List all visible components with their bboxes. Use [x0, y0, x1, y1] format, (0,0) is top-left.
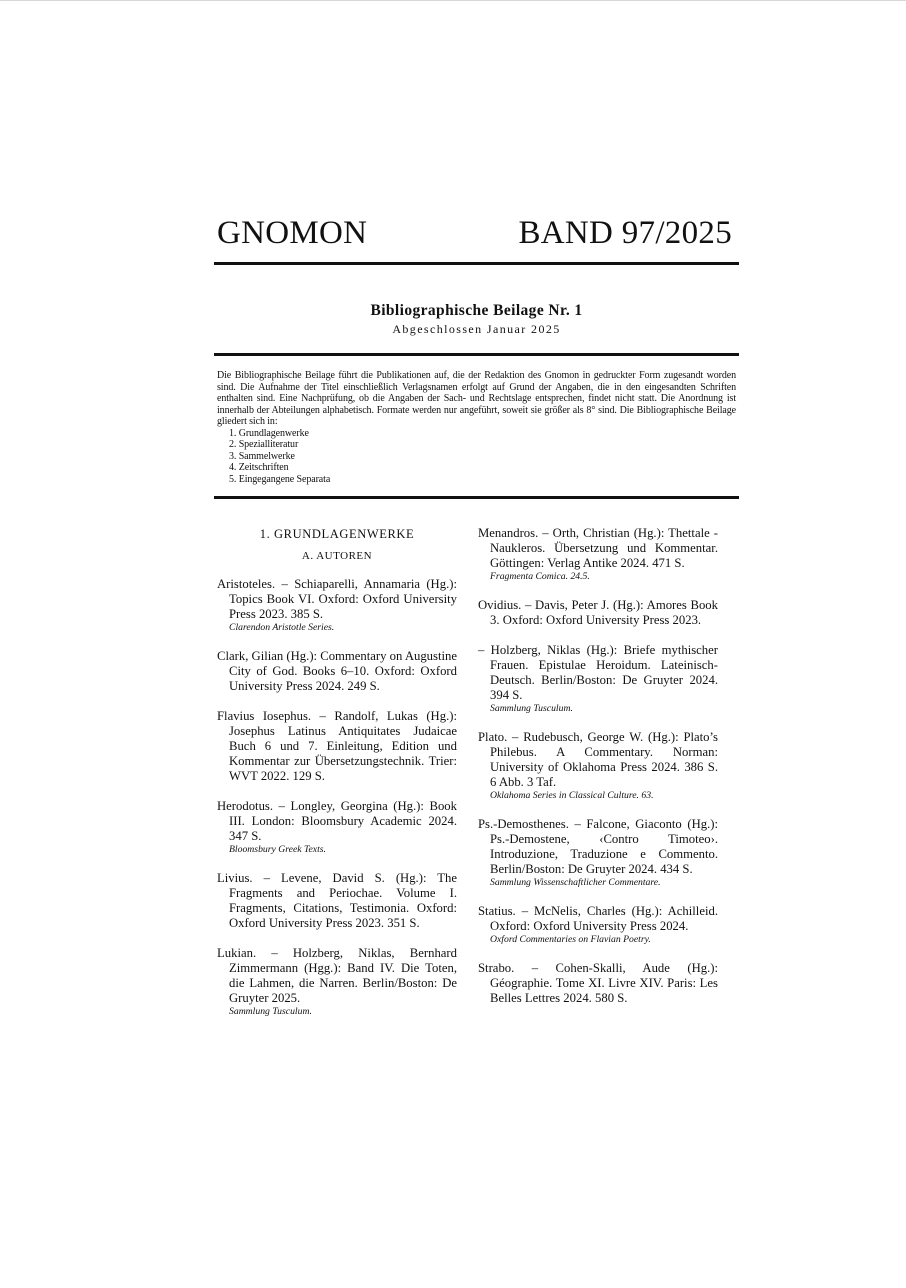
entry-text: Aristoteles. – Schiaparelli, Annamaria (Hg.): Topics Book VI. Oxford: Oxford University Press 2023. 385 S.	[217, 577, 457, 621]
entry-text: Strabo. – Cohen-Skalli, Aude (Hg.): Géographie. Tome XI. Livre XIV. Paris: Les Belles Lettres 2024. 580 S.	[478, 961, 718, 1005]
entry-text: Herodotus. – Longley, Georgina (Hg.): Book III. London: Bloomsbury Academic 2024. 347 S.	[217, 799, 457, 843]
entry-text: Lukian. – Holzberg, Niklas, Bernhard Zimmermann (Hgg.): Band IV. Die Toten, die Lahmen, die Narren. Berlin/Boston: De Gruyter 2025.	[217, 946, 457, 1005]
supplement-subtitle: Abgeschlossen Januar 2025	[392, 322, 561, 336]
intro-list-item: 3. Sammelwerke	[229, 450, 295, 462]
entry-text: Ovidius. – Davis, Peter J. (Hg.): Amores Book 3. Oxford: Oxford University Press 2023.	[478, 598, 718, 627]
bibliography-entry	[217, 799, 457, 856]
entry-series: Sammlung Wissenschaftlicher Commentare.	[490, 877, 661, 888]
journal-header	[214, 210, 739, 262]
entry-text: Clark, Gilian (Hg.): Commentary on Augustine City of God. Books 6–10. Oxford: Oxford University Press 2024. 249 S.	[217, 649, 457, 693]
intro-top-rule	[214, 353, 739, 356]
entry-text: Flavius Iosephus. – Randolf, Lukas (Hg.): Josephus Latinus Antiquitates Judaicae Buch 6 und 7. Einleitung, Edition und Kommentar zur Übersetzungstechnik. Trier: WVT 2022. 129 S.	[217, 709, 457, 783]
left-column	[217, 526, 457, 1033]
bibliography-entry	[217, 577, 457, 634]
entry-series: Fragmenta Comica. 24.5.	[490, 571, 590, 582]
top-edge-line	[0, 0, 906, 1]
entry-text: Livius. – Levene, David S. (Hg.): The Fragments and Periochae. Volume I. Fragments, Citations, Testimonia. Oxford: Oxford University Press 2023. 351 S.	[217, 871, 457, 930]
intro-list	[217, 428, 736, 486]
entry-text: – Holzberg, Niklas (Hg.): Briefe mythischer Frauen. Epistulae Heroidum. Lateinisch-Deutsch. Berlin/Boston: De Gruyter 2024. 394 S.	[478, 643, 718, 702]
entry-series: Oxford Commentaries on Flavian Poetry.	[490, 934, 651, 945]
bibliography-entry	[478, 598, 718, 628]
entry-text: Statius. – McNelis, Charles (Hg.): Achilleid. Oxford: Oxford University Press 2024.	[478, 904, 718, 933]
section-subheading: A. AUTOREN	[301, 550, 373, 562]
entry-text: Menandros. – Orth, Christian (Hg.): Thettale - Naukleros. Übersetzung und Kommentar. Göttingen: Verlag Antike 2024. 471 S.	[478, 526, 718, 570]
right-column	[478, 526, 718, 1021]
bibliography-entry	[217, 946, 457, 1018]
intro-text: Die Bibliographische Beilage führt die Publikationen auf, die der Redaktion des Gnomon in gedruckter Form zugesandt worden sind. Die Aufnahme der Titel einschließlich Verlagsnamen erfolgt auf Grund der Angaben, die in den eingesandten Schriften enthalten sind. Eine Nachprüfung, ob die Angaben der Sach- und Rechtslage entsprechen, findet nicht statt. Die Anordnung ist innerhalb der Abteilungen alphabetisch. Formate werden nur angeführt, soweit sie größer als 8° sind. Die Bibliographische Beilage gliedert sich in:	[217, 370, 736, 427]
bibliography-entry	[478, 643, 718, 715]
bibliography-entry	[478, 730, 718, 802]
intro-list-item: 5. Eingegangene Separata	[229, 473, 331, 485]
bibliography-entry	[478, 961, 718, 1006]
bibliography-entry	[478, 904, 718, 946]
journal-title: GNOMON	[217, 215, 368, 251]
intro-list-item: 2. Spezialliteratur	[229, 439, 299, 450]
intro-list-item: 4. Zeitschriften	[229, 462, 289, 473]
entry-series: Sammlung Tusculum.	[229, 1006, 312, 1017]
header-rule	[214, 262, 739, 265]
bibliography-entry	[217, 871, 457, 931]
intro-block	[217, 370, 736, 485]
bibliography-entry	[217, 709, 457, 784]
bibliography-entry	[217, 649, 457, 694]
bibliography-entry	[478, 817, 718, 889]
volume-label: BAND 97/2025	[518, 215, 732, 251]
intro-bottom-rule	[214, 496, 739, 499]
entry-series: Sammlung Tusculum.	[490, 703, 573, 714]
entry-series: Oklahoma Series in Classical Culture. 63.	[490, 790, 654, 801]
entry-text: Ps.-Demosthenes. – Falcone, Giaconto (Hg.): Ps.-Demostene, ‹Contro Timoteo›. Introduzione, Traduzione e Commento. Berlin/Boston: De Gruyter 2024. 434 S.	[478, 817, 718, 876]
entry-text: Plato. – Rudebusch, George W. (Hg.): Plato’s Philebus. A Commentary. Norman: University of Oklahoma Press 2024. 386 S. 6 Abb. 3 Taf.	[478, 730, 718, 789]
bibliography-entry	[478, 526, 718, 583]
entry-series: Bloomsbury Greek Texts.	[229, 844, 326, 855]
section-heading: 1. GRUNDLAGENWERKE	[259, 527, 415, 541]
intro-list-item: 1. Grundlagenwerke	[229, 427, 309, 439]
entry-series: Clarendon Aristotle Series.	[229, 622, 335, 633]
supplement-title: Bibliographische Beilage Nr. 1	[370, 302, 583, 319]
